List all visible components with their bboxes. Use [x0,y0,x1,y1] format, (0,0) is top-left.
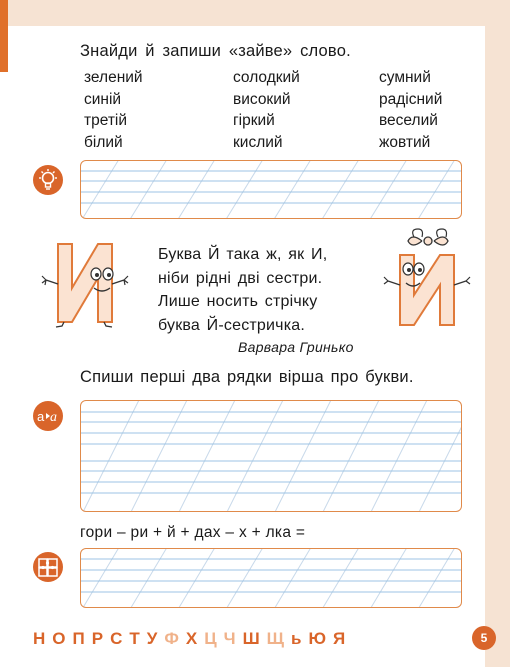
word: веселий [379,112,438,129]
task1-title: Знайди й запиши «зайве» слово. [80,42,351,60]
print-to-cursive-icon [33,401,63,431]
alphabet-strip [33,629,345,649]
word: радісний [379,90,443,108]
word: синій [84,90,122,108]
poem-author: Варвара Гринько [238,339,354,355]
task2-title: Спиши перші два рядки вірша про букви. [80,368,414,386]
poem-line: буква Й-сестричка. [158,316,305,334]
poem [158,243,327,337]
poem-line: ніби рідні дві сестри. [158,269,323,287]
alphabet-letter: Я [332,629,346,648]
alphabet-letter: Ю [308,629,326,648]
word: білий [84,133,123,151]
word: гіркий [233,112,275,129]
alphabet-letter: Ф [164,629,179,648]
alphabet-letter: У [146,629,158,648]
alphabet-letter: П [72,629,85,648]
alphabet-letter: Х [185,629,198,648]
top-accent-bar [0,0,8,72]
word: жовтий [379,133,431,151]
alphabet-letter: Ц [204,629,217,648]
word: третій [84,112,128,129]
writing-area-1[interactable] [80,160,462,219]
alphabet-letter: ь [290,629,302,648]
svg-text:а: а [37,409,45,424]
top-band [0,0,485,26]
word: солодкий [233,69,300,86]
word-column-2 [233,67,300,153]
letter-y-character-illustration [378,225,478,330]
alphabet-letter: Н [33,629,46,648]
word: сумний [379,69,431,86]
word: кислий [233,133,283,151]
writing-area-2[interactable] [80,400,462,512]
svg-text:a: a [50,410,57,425]
letter-i-character-illustration [36,238,136,330]
puzzle-icon [33,552,63,582]
word-equation: гори – ри + й + дах – х + лка = [80,524,306,541]
poem-line: Лише носить стрічку [158,293,318,310]
word: зелений [84,69,143,86]
lightbulb-icon [33,165,63,195]
alphabet-letter: Щ [266,629,284,648]
word-column-1 [84,67,143,153]
alphabet-letter: О [52,629,66,648]
word: високий [233,90,291,108]
right-margin-strip [485,0,510,667]
page-number: 5 [472,626,496,650]
alphabet-letter: Ш [242,629,260,648]
alphabet-letter: С [110,629,123,648]
word-column-3 [379,67,442,153]
alphabet-letter: Т [129,629,140,648]
poem-line: Буква Й така ж, як И, [158,246,328,263]
alphabet-letter: Р [91,629,104,648]
writing-area-3[interactable] [80,548,462,608]
alphabet-letter: Ч [223,629,236,648]
